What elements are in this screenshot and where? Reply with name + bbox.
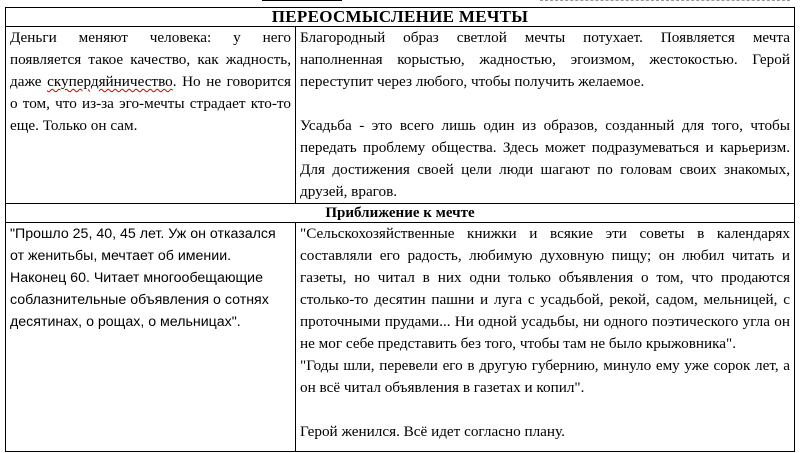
left-cell: [6, 223, 296, 452]
right-cell: [296, 27, 795, 204]
right-paragraph-1: Благородный образ светлой мечты потухает. Появляется мечта наполненная корыстью, жадностью, эгоизмом, жестокостью. Герой переступит через любого, чтобы получить желаемое.: [300, 29, 790, 90]
section-header-row: [6, 8, 795, 27]
right-quote-2: "Годы шли, перевели его в другую губернию, минуло ему уже сорок лет, а он всё читал объявления в газетах и копил".: [300, 357, 790, 396]
analysis-table: [5, 7, 795, 452]
table-row: [6, 27, 795, 204]
table-row: [6, 223, 795, 452]
top-rule-dashed: [540, 0, 790, 1]
blank-line: [300, 399, 790, 421]
blank-line: [300, 93, 790, 115]
right-quote-1: "Сельскохозяйственные книжки и всякие эти советы в календарях составляли его радость, любимую духовную пищу; он любил читать и газеты, но читал в них одни только объявления о том, что продаются столько-то десятин пашни и луга с усадьбой, рекой, садом, мельницей, с проточными прудами... Ни одной усадьбы, ни одного поэтического угла он не мог себе представить без того, чтобы там не было крыжовника".: [300, 225, 790, 352]
right-paragraph-2: Усадьба - это всего лишь один из образов, созданный для того, чтобы передать проблему общества. Здесь может подразумеваться и карьеризм. Для достижения своей цели люди шагают по головам своих знакомых, друзей, врагов.: [300, 117, 790, 200]
right-conclusion: Герой женился. Всё идет согласно плану.: [300, 423, 565, 440]
right-cell: [296, 223, 795, 452]
section-header-row: [6, 204, 795, 223]
left-text: [10, 27, 291, 137]
text-fragment: . Но не говорится о том, что из-за эго-мечты страдает кто-то еще. Только он сам.: [10, 73, 292, 134]
left-cell: [6, 27, 296, 204]
misspelled-word: скупердяйничество: [47, 73, 173, 90]
top-rule: [262, 0, 342, 1]
section-title-approach: Приближение к мечте: [6, 204, 795, 223]
text-fragment: Деньги меняют человека: у него появляется такое качество, как жадность, даже: [10, 29, 291, 90]
left-quote: "Прошло 25, 40, 45 лет. Уж он отказался от женитьбы, мечтает об имении. Наконец 60. Читает многообещающие соблазнительные объявления о сотнях десятинах, о рощах, о мельницах".: [10, 226, 276, 330]
previous-table-edge: [0, 0, 800, 7]
section-title-rethinking: ПЕРЕОСМЫСЛЕНИЕ МЕЧТЫ: [6, 8, 795, 27]
